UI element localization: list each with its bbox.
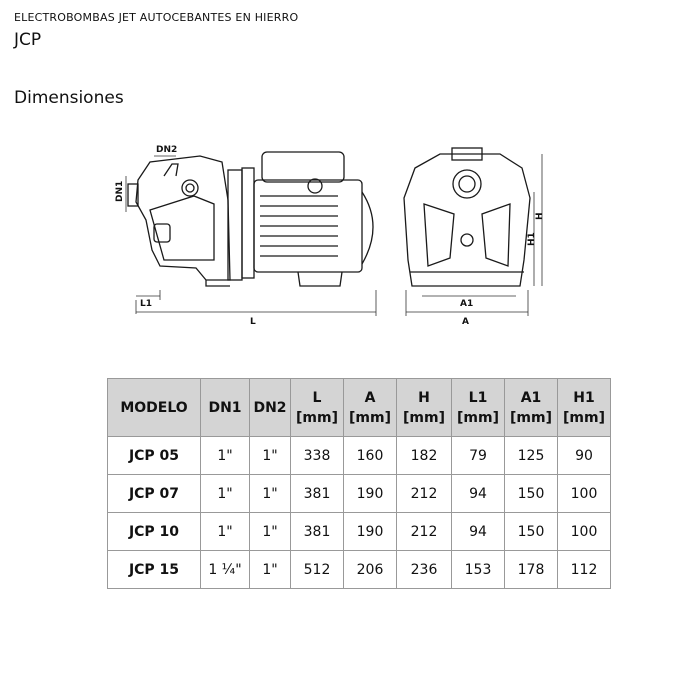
label-l1: L1	[140, 299, 152, 309]
cell-dn1: 1"	[201, 513, 250, 551]
cell-h: 236	[397, 551, 452, 589]
cell-dn1: 1"	[201, 475, 250, 513]
cell-model: JCP 07	[108, 475, 201, 513]
cell-dn1: 1"	[201, 437, 250, 475]
header-dn2: DN2	[250, 379, 291, 437]
cell-a1: 125	[505, 437, 558, 475]
model-title: JCP	[14, 30, 42, 50]
section-title: Dimensiones	[14, 88, 124, 108]
label-a: A	[462, 317, 469, 327]
cell-l1: 79	[452, 437, 505, 475]
cell-h1: 100	[558, 475, 611, 513]
cell-l: 381	[291, 475, 344, 513]
cell-dn2: 1"	[250, 475, 291, 513]
cell-a: 160	[344, 437, 397, 475]
cell-a1: 150	[505, 513, 558, 551]
cell-dn2: 1"	[250, 437, 291, 475]
header-modelo: MODELO	[108, 379, 201, 437]
label-a1: A1	[460, 299, 474, 309]
cell-l1: 94	[452, 513, 505, 551]
cell-l: 512	[291, 551, 344, 589]
table-row	[108, 513, 611, 551]
pump-dimension-drawing	[110, 140, 545, 330]
cell-a: 206	[344, 551, 397, 589]
label-l: L	[250, 317, 256, 327]
cell-l: 338	[291, 437, 344, 475]
label-dn1: DN1	[115, 180, 125, 202]
cell-dn2: 1"	[250, 513, 291, 551]
cell-h1: 112	[558, 551, 611, 589]
table-row	[108, 551, 611, 589]
header-h: H [mm]	[397, 379, 452, 437]
header-l1: L1 [mm]	[452, 379, 505, 437]
cell-l1: 94	[452, 475, 505, 513]
cell-model: JCP 10	[108, 513, 201, 551]
cell-h1: 90	[558, 437, 611, 475]
dimensions-table	[107, 378, 611, 589]
cell-model: JCP 15	[108, 551, 201, 589]
header-l: L [mm]	[291, 379, 344, 437]
cell-dn1: 1 ¼"	[201, 551, 250, 589]
side-view-motor	[206, 152, 373, 286]
cell-a: 190	[344, 475, 397, 513]
header-dn1: DN1	[201, 379, 250, 437]
cell-model: JCP 05	[108, 437, 201, 475]
cell-h1: 100	[558, 513, 611, 551]
label-h: H	[535, 212, 545, 220]
cell-l1: 153	[452, 551, 505, 589]
side-view-pump-head	[128, 156, 242, 280]
label-dn2: DN2	[156, 145, 178, 155]
cell-a1: 150	[505, 475, 558, 513]
cell-l: 381	[291, 513, 344, 551]
table-row	[108, 437, 611, 475]
table-header-row	[108, 379, 611, 437]
header-a1: A1 [mm]	[505, 379, 558, 437]
front-view-pump	[404, 148, 530, 286]
cell-h: 182	[397, 437, 452, 475]
header-a: A [mm]	[344, 379, 397, 437]
category-title: ELECTROBOMBAS JET AUTOCEBANTES EN HIERRO	[14, 11, 299, 24]
cell-dn2: 1"	[250, 551, 291, 589]
cell-a1: 178	[505, 551, 558, 589]
cell-a: 190	[344, 513, 397, 551]
table-row	[108, 475, 611, 513]
cell-h: 212	[397, 475, 452, 513]
label-h1: H1	[527, 232, 537, 246]
cell-h: 212	[397, 513, 452, 551]
header-h1: H1 [mm]	[558, 379, 611, 437]
